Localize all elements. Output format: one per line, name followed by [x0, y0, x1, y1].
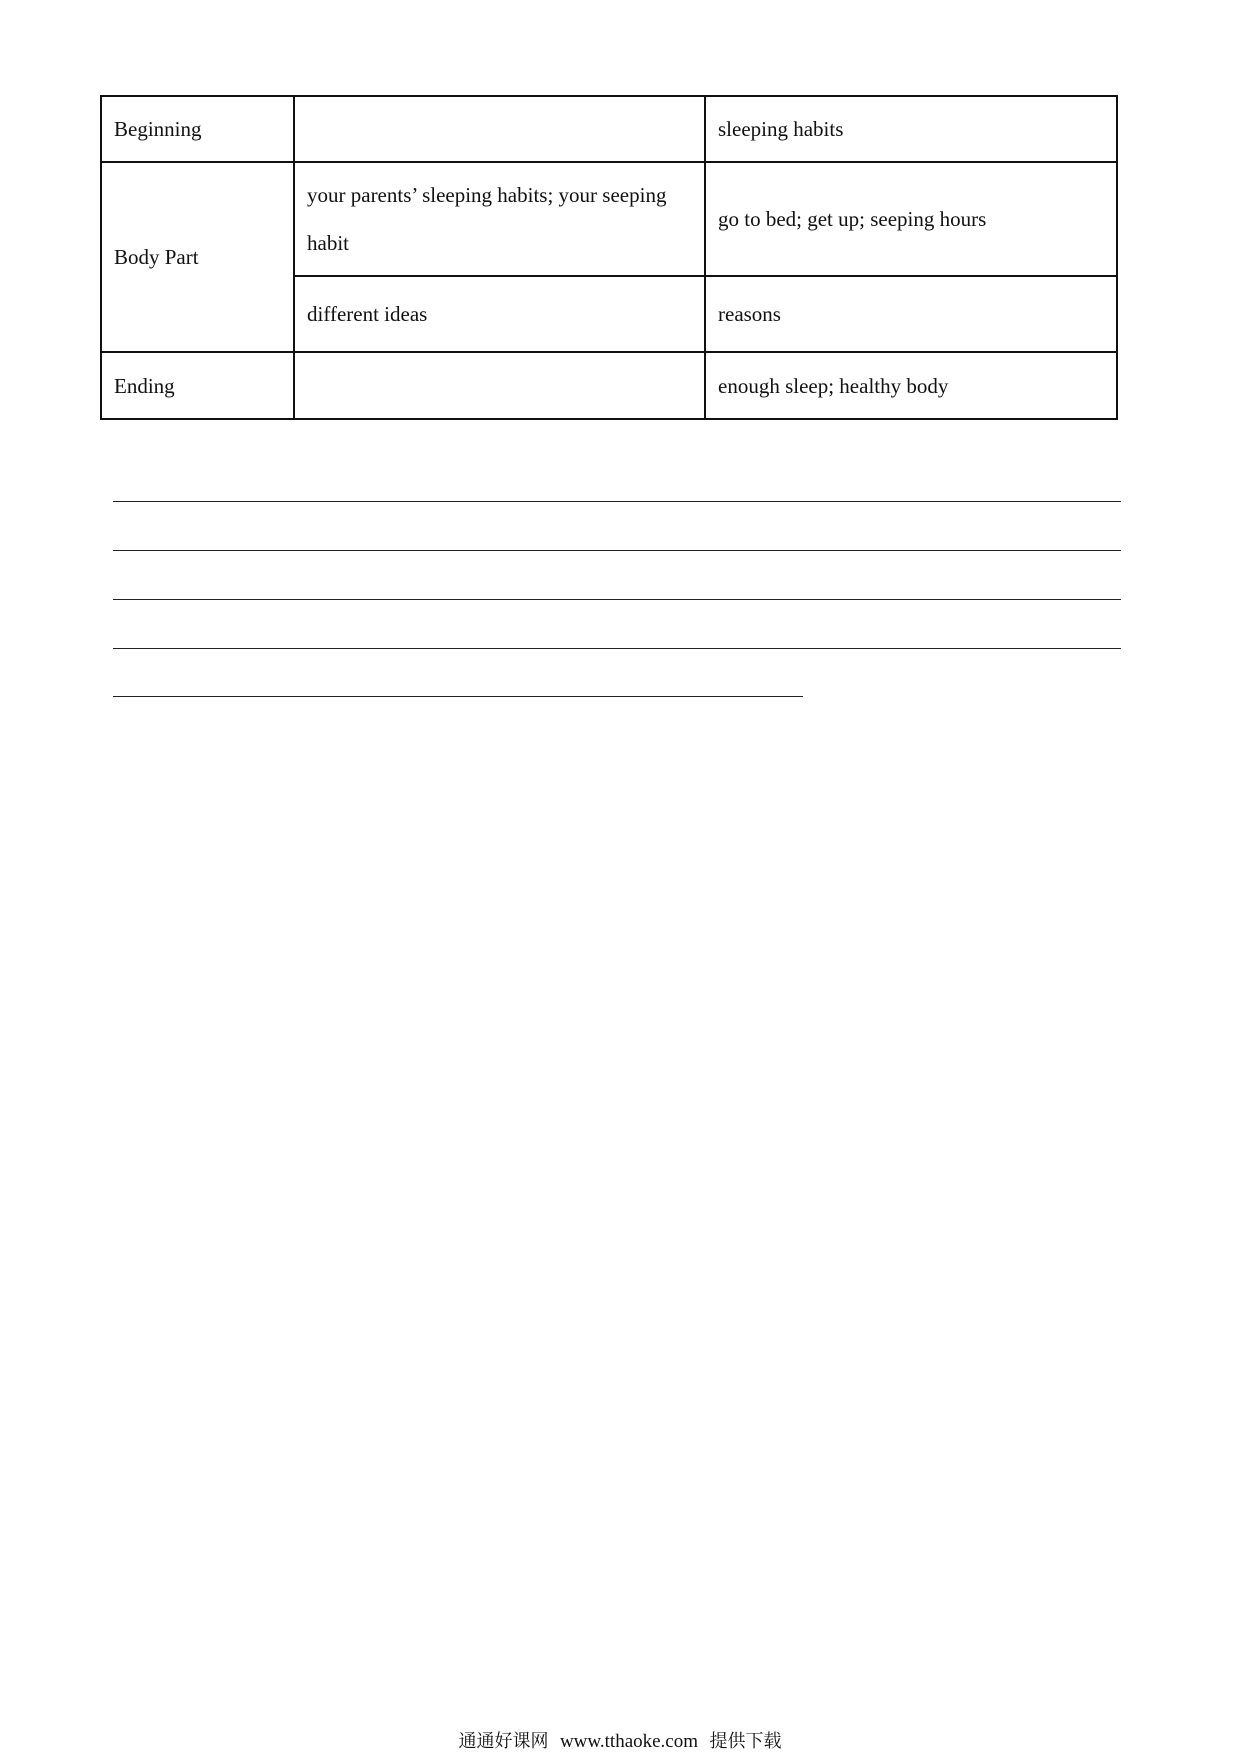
footer-site-name: 通通好课网 — [458, 1731, 549, 1752]
hint-cell: reasons — [705, 276, 1117, 352]
row-label-body-part: Body Part — [101, 162, 294, 352]
writing-line — [113, 550, 1121, 551]
hint-cell: sleeping habits — [705, 96, 1117, 162]
table-row — [101, 96, 1117, 162]
writing-line — [113, 696, 803, 697]
writing-outline-table — [100, 95, 1118, 420]
footer-url: www.tthaoke.com — [559, 1731, 699, 1752]
blank-cell — [294, 96, 705, 162]
hint-cell: enough sleep; healthy body — [705, 352, 1117, 419]
content-cell: different ideas — [294, 276, 705, 352]
footer-action: 提供下载 — [709, 1731, 782, 1752]
writing-line — [113, 501, 1121, 502]
table-row — [101, 162, 1117, 276]
page-footer — [0, 1727, 1240, 1753]
hint-cell: go to bed; get up; seeping hours — [705, 162, 1117, 276]
content-cell: your parents’ sleeping habits; your seeping habit — [294, 162, 705, 276]
blank-cell — [294, 352, 705, 419]
row-label-beginning: Beginning — [101, 96, 294, 162]
writing-line — [113, 648, 1121, 649]
row-label-ending: Ending — [101, 352, 294, 419]
writing-line — [113, 599, 1121, 600]
table-row — [101, 352, 1117, 419]
